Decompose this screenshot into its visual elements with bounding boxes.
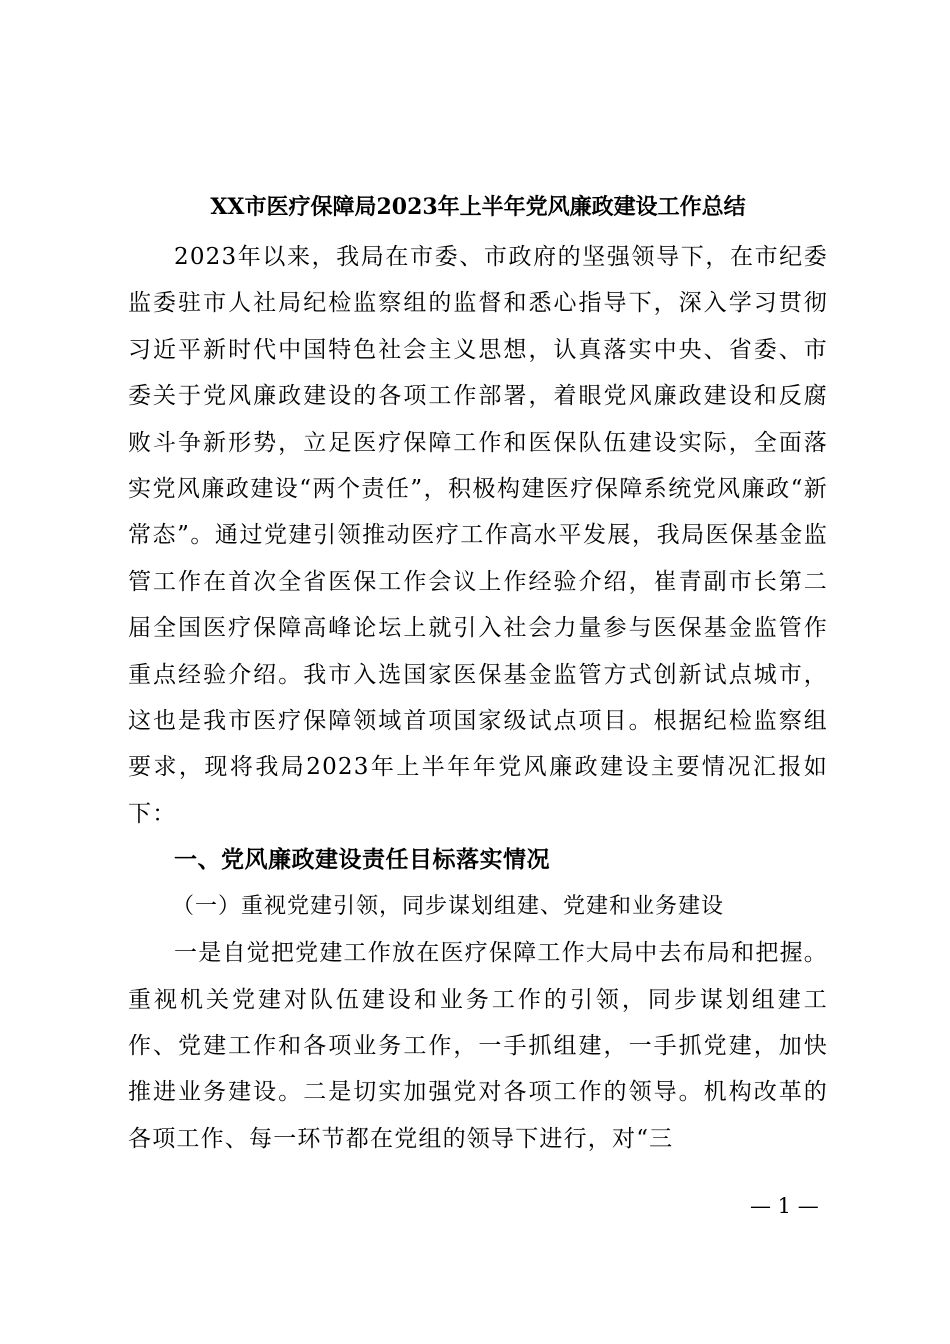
section-heading: 一、党风廉政建设责任目标落实情况	[174, 847, 550, 874]
section-paragraph: 一是自觉把党建工作放在医疗保障工作大局中去布局和把握。重视机关党建对队伍建设和业务工作的引领，同步谋划组建工作、党建工作和各项业务工作，一手抓组建，一手抓党建，加快推进业务建设。二是切实加强党对各项工作的领导。机构改革的各项工作、每一环节都在党组的领导下进行，对“三	[128, 940, 828, 1152]
intro-paragraph: 2023年以来，我局在市委、市政府的坚强领导下，在市纪委监委驻市人社局纪检监察组的监督和悉心指导下，深入学习贯彻习近平新时代中国特色社会主义思想，认真落实中央、省委、市委关于党风廉政建设的各项工作部署，着眼党风廉政建设和反腐败斗争新形势，立足医疗保障工作和医保队伍建设实际，全面落实党风廉政建设“两个责任”，积极构建医疗保障系统党风廉政“新常态”。通过党建引领推动医疗工作高水平发展，我局医保基金监管工作在首次全省医保工作会议上作经验介绍，崔青副市长第二届全国医疗保障高峰论坛上就引入社会力量参与医保基金监管作重点经验介绍。我市入选国家医保基金监管方式创新试点城市，这也是我市医疗保障领域首项国家级试点项目。根据纪检监察组要求，现将我局2023年上半年年党风廉政建设主要情况汇报如下：	[128, 244, 828, 827]
document-title: XX市医疗保障局2023年上半年党风廉政建设工作总结	[210, 194, 746, 220]
subsection-heading: （一）重视党建引领，同步谋划组建、党建和业务建设	[172, 893, 725, 919]
document-body	[128, 234, 828, 1162]
page-number: — 1 —	[750, 1194, 819, 1218]
